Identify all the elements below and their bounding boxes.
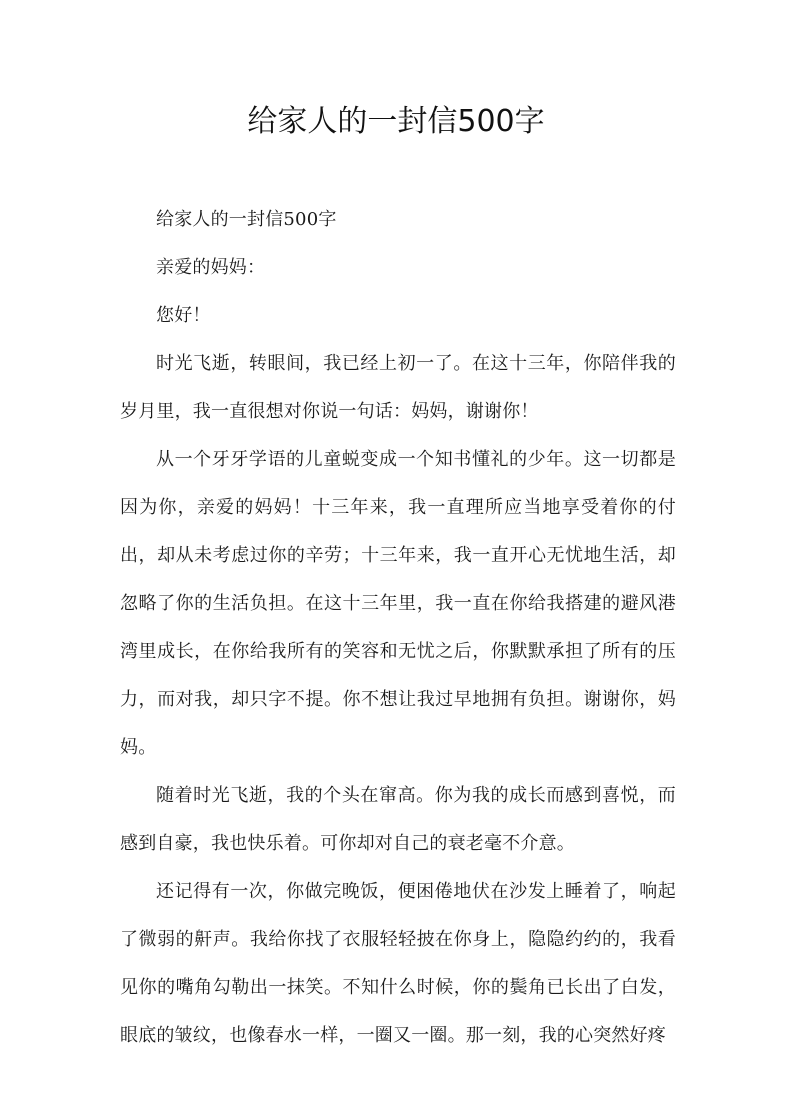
document-body xyxy=(120,196,676,1060)
document-title: 给家人的一封信500字 xyxy=(247,104,545,139)
paragraph-body-4: 还记得有一次，你做完晚饭，便困倦地伏在沙发上睡着了，响起了微弱的鼾声。我给你找了衣服轻轻披在你身上，隐隐约约的，我看见你的嘴角勾勒出一抹笑。不知什么时候，你的鬓角已长出了白发，眼底的皱纹，也像春水一样，一圈又一圈。那一刻，我的心突然好疼 xyxy=(120,881,676,1046)
paragraph-body-1: 时光飞逝，转眼间，我已经上初一了。在这十三年，你陪伴我的岁月里，我一直很想对你说一句话：妈妈，谢谢你！ xyxy=(120,353,676,422)
paragraph-body-3: 随着时光飞逝，我的个头在窜高。你为我的成长而感到喜悦，而感到自豪，我也快乐着。可你却对自己的衰老毫不介意。 xyxy=(120,785,676,854)
paragraph-salutation: 亲爱的妈妈： xyxy=(156,257,266,278)
paragraph-body-2: 从一个牙牙学语的儿童蜕变成一个知书懂礼的少年。这一切都是因为你，亲爱的妈妈！十三年来，我一直理所应当地享受着你的付出，却从未考虑过你的辛劳；十三年来，我一直开心无忧地生活，却忽略了你的生活负担。在这十三年里，我一直在你给我搭建的避风港湾里成长，在你给我所有的笑容和无忧之后，你默默承担了所有的压力，而对我，却只字不提。你不想让我过早地拥有负担。谢谢你，妈妈。 xyxy=(120,449,676,758)
paragraph-subtitle: 给家人的一封信500字 xyxy=(156,209,337,230)
paragraph-greeting: 您好！ xyxy=(156,305,211,326)
